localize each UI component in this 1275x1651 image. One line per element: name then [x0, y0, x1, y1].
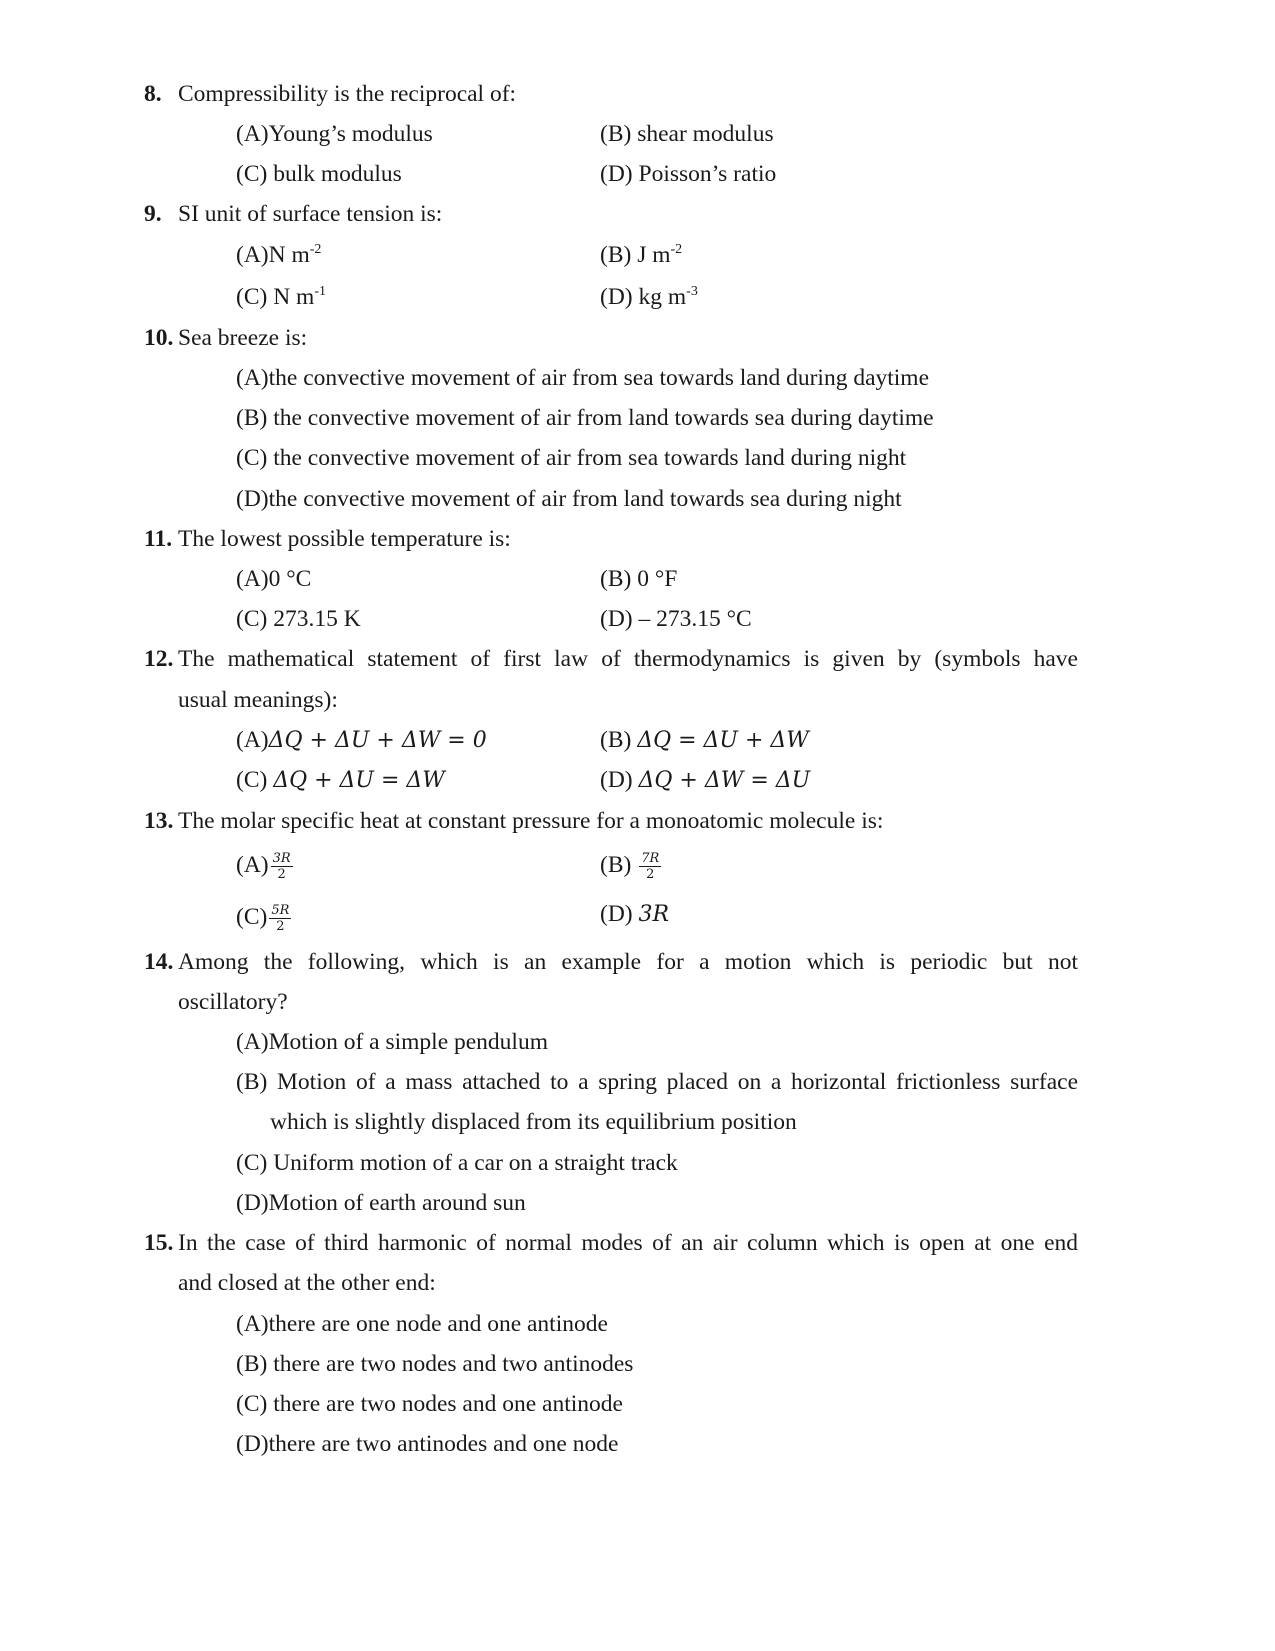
option-label: (B) — [600, 727, 638, 753]
option-label: (C) — [236, 904, 268, 930]
option-b — [600, 726, 809, 755]
option-d: (D) – 273.15 °C — [600, 606, 752, 632]
question-text: SI unit of surface tension is: — [178, 201, 443, 227]
question-number: 14. — [144, 949, 174, 975]
question-number: 15. — [144, 1230, 174, 1256]
question-number: 8. — [144, 81, 162, 107]
question-text: Among the following, which is an example for a motion which is periodic but not — [178, 949, 1078, 975]
question-number: 11. — [144, 526, 173, 552]
option-b: (B) there are two nodes and two antinodes — [236, 1351, 634, 1377]
question-text: Compressibility is the reciprocal of: — [178, 81, 517, 107]
question-text-continued: usual meanings): — [178, 687, 338, 713]
question-text-continued: and closed at the other end: — [178, 1270, 436, 1296]
option-label: (C) — [236, 284, 274, 310]
option-equation: ΔQ + ΔU = ΔW — [273, 768, 445, 793]
question-10 — [144, 324, 307, 352]
option-b-continued: which is slightly displaced from its equilibrium position — [270, 1109, 797, 1135]
option-unit: N m — [273, 284, 315, 310]
option-equation: ΔQ + ΔW = ΔU — [638, 768, 811, 793]
option-label: (B) — [600, 242, 638, 268]
option-c: (C) bulk modulus — [236, 161, 402, 187]
question-text: The molar specific heat at constant pressure for a monoatomic molecule is: — [178, 808, 884, 834]
option-unit: N m — [268, 242, 310, 268]
question-9 — [144, 200, 442, 228]
question-text: The lowest possible temperature is: — [178, 526, 511, 552]
option-a: (A)there are one node and one antinode — [236, 1311, 608, 1337]
question-15 — [144, 1229, 178, 1257]
option-exponent: -2 — [309, 242, 322, 257]
option-d — [600, 900, 669, 929]
option-d: (D)Motion of earth around sun — [236, 1190, 526, 1216]
question-text-continued: oscillatory? — [178, 989, 288, 1015]
question-number: 9. — [144, 201, 162, 227]
option-d — [600, 766, 810, 795]
option-d — [600, 283, 698, 311]
option-unit: kg m — [638, 284, 687, 310]
option-c: (C) Uniform motion of a car on a straight track — [236, 1150, 678, 1176]
option-a — [236, 241, 321, 269]
option-label: (A) — [236, 852, 269, 878]
option-exponent: -1 — [314, 284, 326, 299]
option-c — [236, 900, 291, 934]
question-text: In the case of third harmonic of normal modes of an air column which is open at one end — [178, 1230, 1078, 1256]
question-number: 13. — [144, 808, 174, 834]
question-text: The mathematical statement of first law of thermodynamics is given by (symbols have — [178, 646, 1078, 672]
option-label: (D) — [600, 901, 639, 927]
fraction-numerator: 7R — [641, 851, 660, 867]
fraction-denominator: 2 — [277, 867, 286, 883]
option-fraction — [639, 851, 661, 882]
option-b: (B) the convective movement of air from land towards sea during daytime — [236, 405, 934, 431]
option-exponent: -3 — [686, 284, 698, 299]
option-a: (A)0 °C — [236, 566, 312, 592]
question-11 — [144, 525, 511, 553]
option-b: (B) shear modulus — [600, 121, 774, 147]
option-c — [236, 766, 445, 795]
option-b — [600, 848, 661, 882]
option-c: (C) 273.15 K — [236, 606, 361, 632]
option-fraction — [271, 851, 293, 882]
option-a: (A)the convective movement of air from sea towards land during daytime — [236, 365, 930, 391]
option-fraction — [269, 903, 291, 934]
fraction-numerator: 5R — [271, 903, 290, 919]
option-d: (D) Poisson’s ratio — [600, 161, 777, 187]
fraction-numerator: 3R — [272, 851, 291, 867]
fraction-denominator: 2 — [276, 919, 285, 935]
option-a — [236, 726, 487, 755]
option-d: (D)the convective movement of air from land towards sea during night — [236, 486, 902, 512]
option-label: (D) — [600, 284, 639, 310]
option-equation: ΔQ = ΔU + ΔW — [637, 728, 809, 753]
option-exponent: -2 — [670, 242, 683, 257]
question-12 — [144, 645, 178, 673]
option-label: (A) — [236, 242, 269, 268]
fraction-denominator: 2 — [646, 867, 655, 883]
question-13 — [144, 807, 883, 835]
option-unit: J m — [637, 242, 671, 268]
option-label: (B) — [600, 852, 638, 878]
option-label: (A) — [236, 727, 269, 753]
question-text: Sea breeze is: — [178, 325, 308, 351]
question-number: 10. — [144, 325, 174, 351]
option-a — [236, 848, 293, 882]
question-number: 12. — [144, 646, 174, 672]
option-a: (A)Young’s modulus — [236, 121, 433, 147]
option-a: (A)Motion of a simple pendulum — [236, 1029, 548, 1055]
option-b: (B) 0 °F — [600, 566, 678, 592]
option-c: (C) the convective movement of air from sea towards land during night — [236, 445, 907, 471]
option-c — [236, 283, 326, 311]
option-b: (B) Motion of a mass attached to a spring placed on a horizontal frictionless surface — [236, 1069, 1078, 1095]
option-equation: 3R — [638, 902, 670, 927]
option-label: (C) — [236, 767, 274, 793]
option-d: (D)there are two antinodes and one node — [236, 1431, 619, 1457]
option-c: (C) there are two nodes and one antinode — [236, 1391, 623, 1417]
option-equation: ΔQ + ΔU + ΔW = 0 — [268, 728, 487, 753]
option-b — [600, 241, 682, 269]
option-label: (D) — [600, 767, 639, 793]
question-14 — [144, 948, 178, 976]
question-8 — [144, 80, 516, 108]
